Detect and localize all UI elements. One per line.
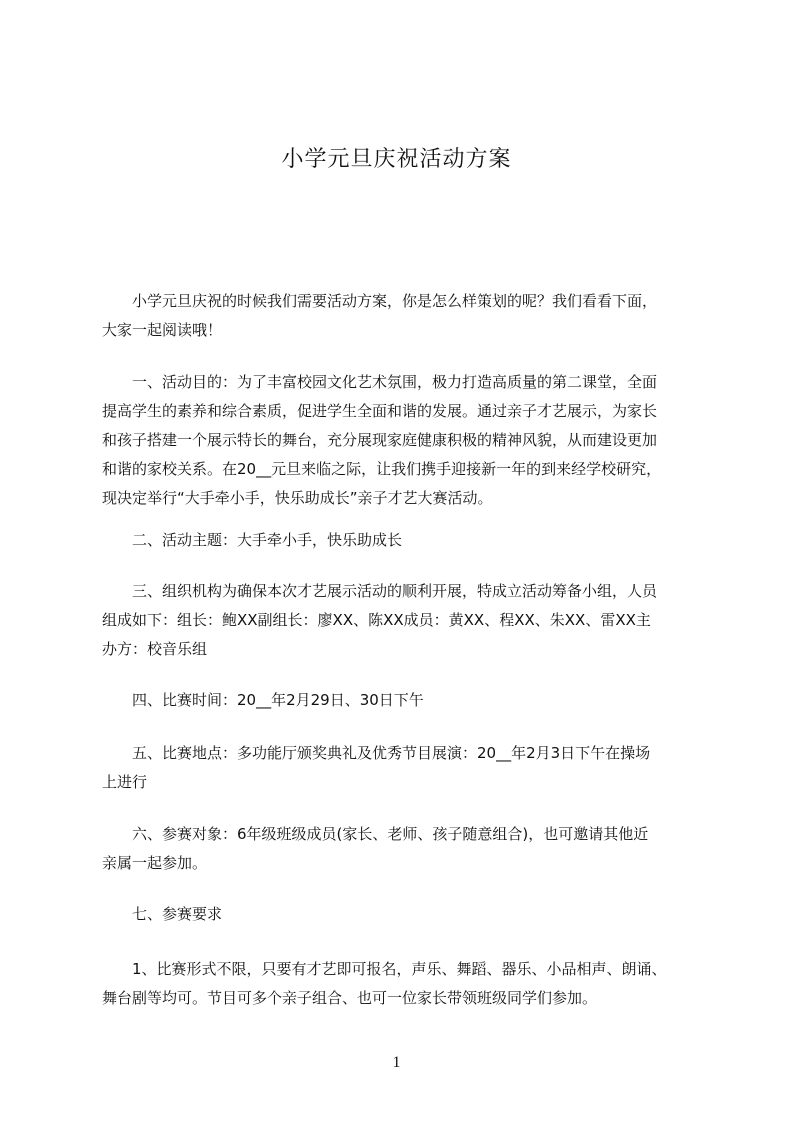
paragraph-requirement-1 — [102, 955, 702, 1013]
paragraph-line: 和谐的家校关系。在20__元旦来临之际，让我们携手迎接新一年的到来经学校研究， — [102, 460, 662, 478]
paragraph-line: 1、比赛形式不限，只要有才艺即可报名，声乐、舞蹈、器乐、小品相声、朗诵、 — [102, 960, 667, 978]
paragraph-line: 舞台剧等均可。节目可多个亲子组合、也可一位家长带领班级同学们参加。 — [102, 989, 598, 1007]
paragraph-line: 办方：校音乐组 — [102, 640, 208, 658]
paragraph-line: 和孩子搭建一个展示特长的舞台，充分展现家庭健康积极的精神风貌，从而建设更加 — [102, 431, 658, 449]
paragraph-line: 亲属一起参加。 — [102, 854, 208, 872]
paragraph-line: 二、活动主题：大手牵小手，快乐助成长 — [102, 531, 403, 549]
paragraph-line: 组成如下：组长：鲍XX副组长：廖XX、陈XX成员：黄XX、程XX、朱XX、雷XX主 — [102, 611, 651, 629]
paragraph-participants — [102, 820, 702, 878]
paragraph-line: 现决定举行“大手牵小手，快乐助成长”亲子才艺大赛活动。 — [102, 489, 493, 507]
paragraph-line: 六、参赛对象：6年级班级成员(家长、老师、孩子随意组合)，也可邀请其他近 — [102, 825, 649, 843]
paragraph-activity-purpose — [102, 368, 702, 513]
paragraph-line: 三、组织机构为确保本次才艺展示活动的顺利开展，特成立活动筹备小组，人员 — [102, 582, 658, 600]
paragraph-competition-time — [102, 686, 702, 715]
paragraph-line: 四、比赛时间：20__年2月29日、30日下午 — [102, 691, 424, 709]
paragraph-line: 上进行 — [102, 773, 148, 791]
paragraph-competition-venue — [102, 739, 702, 797]
paragraph-organization — [102, 577, 702, 664]
paragraph-line: 一、活动目的：为了丰富校园文化艺术氛围，极力打造高质量的第二课堂，全面 — [102, 373, 658, 391]
paragraph-activity-theme — [102, 526, 702, 555]
paragraph-line: 提高学生的素养和综合素质，促进学生全面和谐的发展。通过亲子才艺展示，为家长 — [102, 402, 658, 420]
paragraph-intro — [102, 287, 702, 345]
paragraph-line: 小学元旦庆祝的时候我们需要活动方案，你是怎么样策划的呢？我们看看下面， — [102, 292, 658, 310]
paragraph-line: 五、比赛地点：多功能厅颁奖典礼及优秀节目展演：20__年2月3日下午在操场 — [102, 744, 651, 762]
paragraph-requirements-heading — [102, 900, 702, 929]
document-title: 小学元旦庆祝活动方案 — [281, 147, 512, 172]
page-number: 1 — [392, 1054, 401, 1071]
paragraph-line: 大家一起阅读哦！ — [102, 321, 223, 339]
paragraph-line: 七、参赛要求 — [102, 905, 223, 923]
